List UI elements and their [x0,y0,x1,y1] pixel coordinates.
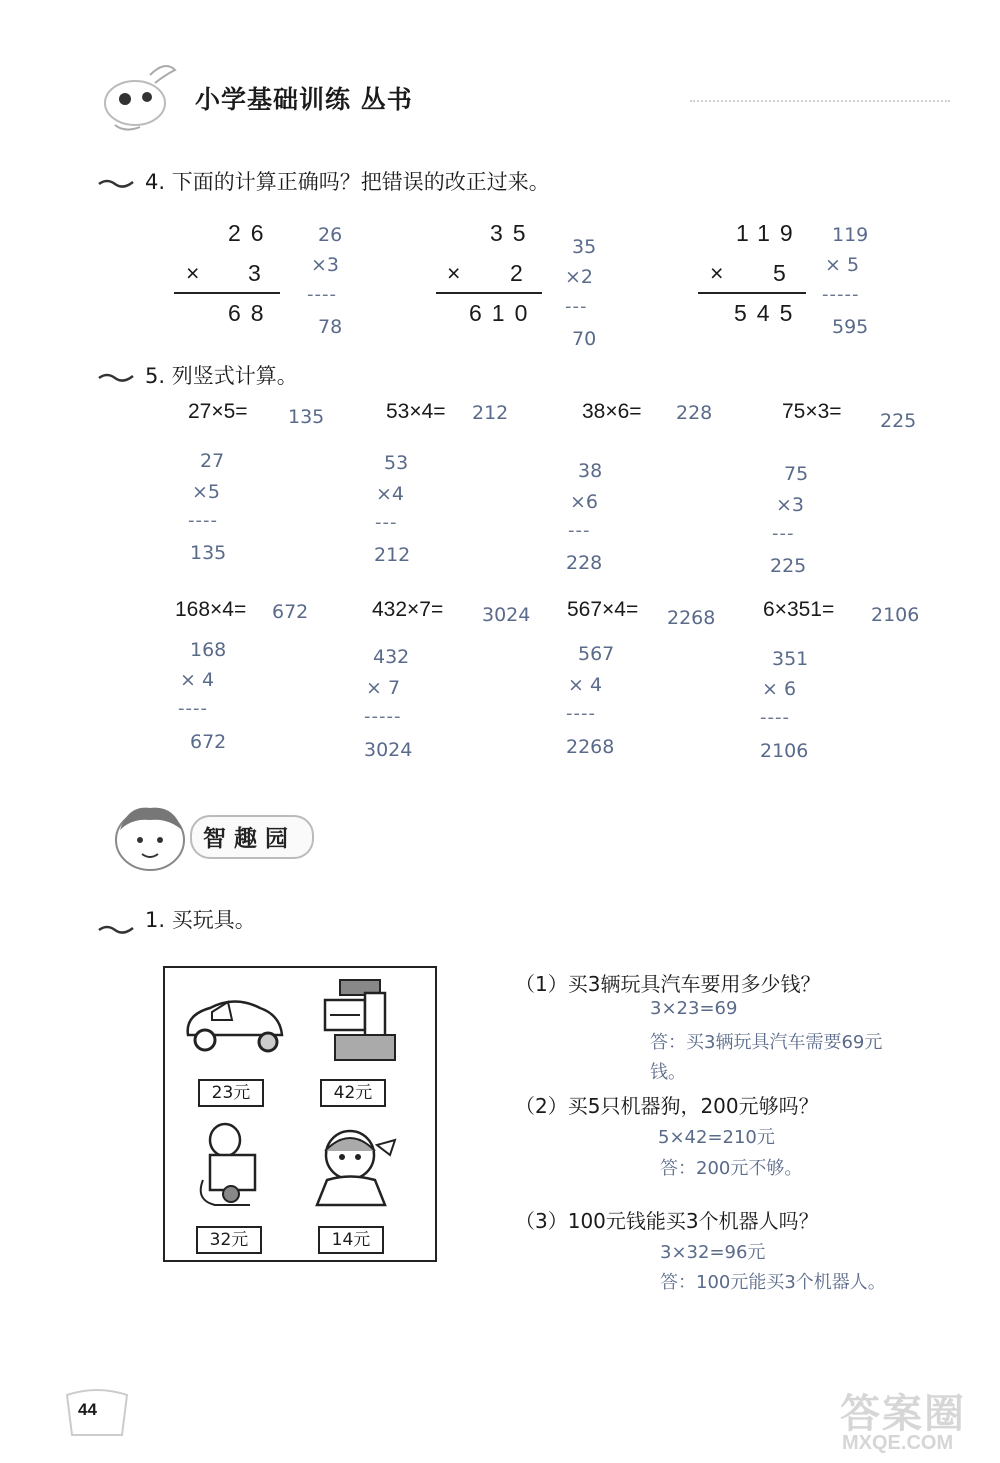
q5-r1-expr-4: 75×3= [782,400,842,423]
q4-p1-hw-line: ---- [307,284,337,305]
q5-r2-expr-1: 168×4= [175,598,247,621]
q5-r1-line-3: --- [568,520,591,541]
fun-q2-calc: 5×42=210元 [658,1127,775,1148]
q5-r1-expr-3: 38×6= [582,400,642,423]
q5-r1-top-1: 27 [200,450,225,472]
q4-p1-shown: 68 [228,300,274,326]
q5-r2-line-3: ---- [566,703,596,724]
q4-p1-top: 26 [228,220,274,246]
q5-r1-expr-2: 53×4= [386,400,446,423]
q4-p1-op: × [186,260,210,286]
q5-r2-result-3: 2268 [566,736,615,758]
q5-r2-bottom-3: × 4 [568,674,603,696]
q4-p3-hw-line: ----- [822,284,860,305]
q4-title: 4. 下面的计算正确吗？把错误的改正过来。 [145,170,550,194]
q5-r2-bottom-2: × 7 [366,677,401,699]
q5-r2-result-4: 2106 [760,740,809,762]
fun-q2-answer-1: 答：200元不够。 [660,1158,803,1179]
q4-p2-hw-line: --- [565,296,588,317]
q5-r2-result-1: 672 [190,731,227,753]
q5-r2-bottom-4: × 6 [762,678,797,700]
q4-p3-bottom: 5 [773,260,796,286]
q5-r2-answer-2: 3024 [482,604,531,626]
q4-p3-hw-bottom: × 5 [825,254,860,276]
q4-p3-shown: 545 [734,300,803,326]
banner-title: 智趣园 [203,826,296,852]
q5-r2-top-4: 351 [772,648,809,670]
q4-p1-hw-top: 26 [318,224,343,246]
q5-r1-result-1: 135 [190,542,227,564]
q5-r2-line-4: ---- [760,707,790,728]
series-title: 小学基础训练 丛书 [195,85,413,114]
q5-r2-top-1: 168 [190,639,227,661]
fun-q1-title: 1. 买玩具。 [145,908,256,932]
price-tag-car: 23元 [198,1079,264,1107]
q4-p3-hw-result: 595 [832,316,869,338]
q5-r1-top-4: 75 [784,463,809,485]
watermark: 答案圈 [840,1391,966,1437]
q4-p2-hw-bottom: ×2 [565,266,594,288]
page-corner-icon [62,1380,132,1440]
page-number: 44 [78,1400,97,1419]
fun-q1-answer-2: 钱。 [650,1062,686,1083]
q5-r2-expr-3: 567×4= [567,598,639,621]
fun-q1-question: （1）买3辆玩具汽车要用多少钱？ [515,972,821,996]
q4-p2-hw-result: 70 [572,328,597,350]
fun-q1-calc: 3×23=69 [650,998,738,1019]
q4-p1-line [174,292,280,294]
question-marker-icon [97,922,135,934]
price-tag-doll: 14元 [318,1226,384,1254]
price-tag-robot-dog: 42元 [320,1079,386,1107]
q4-p1-hw-result: 78 [318,316,343,338]
q4-p1-bottom: 3 [248,260,271,286]
cartoon-character-icon [95,55,190,135]
q5-r2-answer-4: 2106 [871,604,920,626]
toy-car-icon [180,990,290,1060]
q5-r1-line-4: --- [772,523,795,544]
q5-r1-line-2: --- [375,512,398,533]
fun-q3-answer-1: 答：100元能买3个机器人。 [660,1272,886,1293]
q5-r1-answer-2: 212 [472,402,509,424]
q5-r2-line-1: ---- [178,698,208,719]
girl-character-icon [108,800,193,875]
question-marker-icon [97,370,135,382]
q5-r1-answer-4: 225 [880,410,917,432]
q4-p3-top: 119 [736,220,803,246]
q5-r1-top-3: 38 [578,460,603,482]
divider [690,100,950,102]
q4-p2-hw-top: 35 [572,236,597,258]
q5-r1-result-4: 225 [770,555,807,577]
q4-p2-bottom: 2 [510,260,533,286]
q4-p1-hw-bottom: ×3 [311,254,340,276]
q5-r2-expr-2: 432×7= [372,598,444,621]
q4-p2-top: 35 [490,220,536,246]
q5-r2-bottom-1: × 4 [180,669,215,691]
q5-r1-bottom-4: ×3 [776,494,805,516]
q5-r1-result-3: 228 [566,552,603,574]
doll-icon [305,1125,405,1215]
q5-r1-top-2: 53 [384,452,409,474]
q5-r1-expr-1: 27×5= [188,400,248,423]
q5-r1-bottom-1: ×5 [192,481,221,503]
q5-r1-answer-3: 228 [676,402,713,424]
watermark-url: MXQE.COM [842,1432,954,1454]
q5-r2-answer-3: 2268 [667,607,716,629]
q5-r2-line-2: ----- [364,706,402,727]
robot-icon [195,1120,270,1210]
q4-p2-shown: 610 [469,300,538,326]
q5-r2-result-2: 3024 [364,739,413,761]
q5-r2-answer-1: 672 [272,601,309,623]
price-tag-robot: 32元 [196,1226,262,1254]
q4-p3-line [698,292,806,294]
fun-q1-answer-1: 答：买3辆玩具汽车需要69元 [650,1032,883,1053]
fun-q3-calc: 3×32=96元 [660,1242,766,1263]
q4-p3-hw-top: 119 [832,224,869,246]
q5-title: 5. 列竖式计算。 [145,364,298,388]
q5-r1-answer-1: 135 [288,406,325,428]
q4-p3-op: × [710,260,734,286]
q5-r2-top-2: 432 [373,646,410,668]
fun-q2-question: （2）买5只机器狗，200元够吗？ [515,1094,819,1118]
q5-r1-bottom-2: ×4 [376,483,405,505]
q5-r2-top-3: 567 [578,643,615,665]
question-marker-icon [97,176,135,188]
q5-r1-bottom-3: ×6 [570,491,599,513]
q5-r1-line-1: ---- [188,510,218,531]
robot-dog-icon [315,975,410,1070]
q5-r1-result-2: 212 [374,544,411,566]
q5-r2-expr-4: 6×351= [763,598,835,621]
fun-q3-question: （3）100元钱能买3个机器人吗？ [515,1209,819,1233]
q4-p2-line [436,292,542,294]
q4-p2-op: × [447,260,471,286]
